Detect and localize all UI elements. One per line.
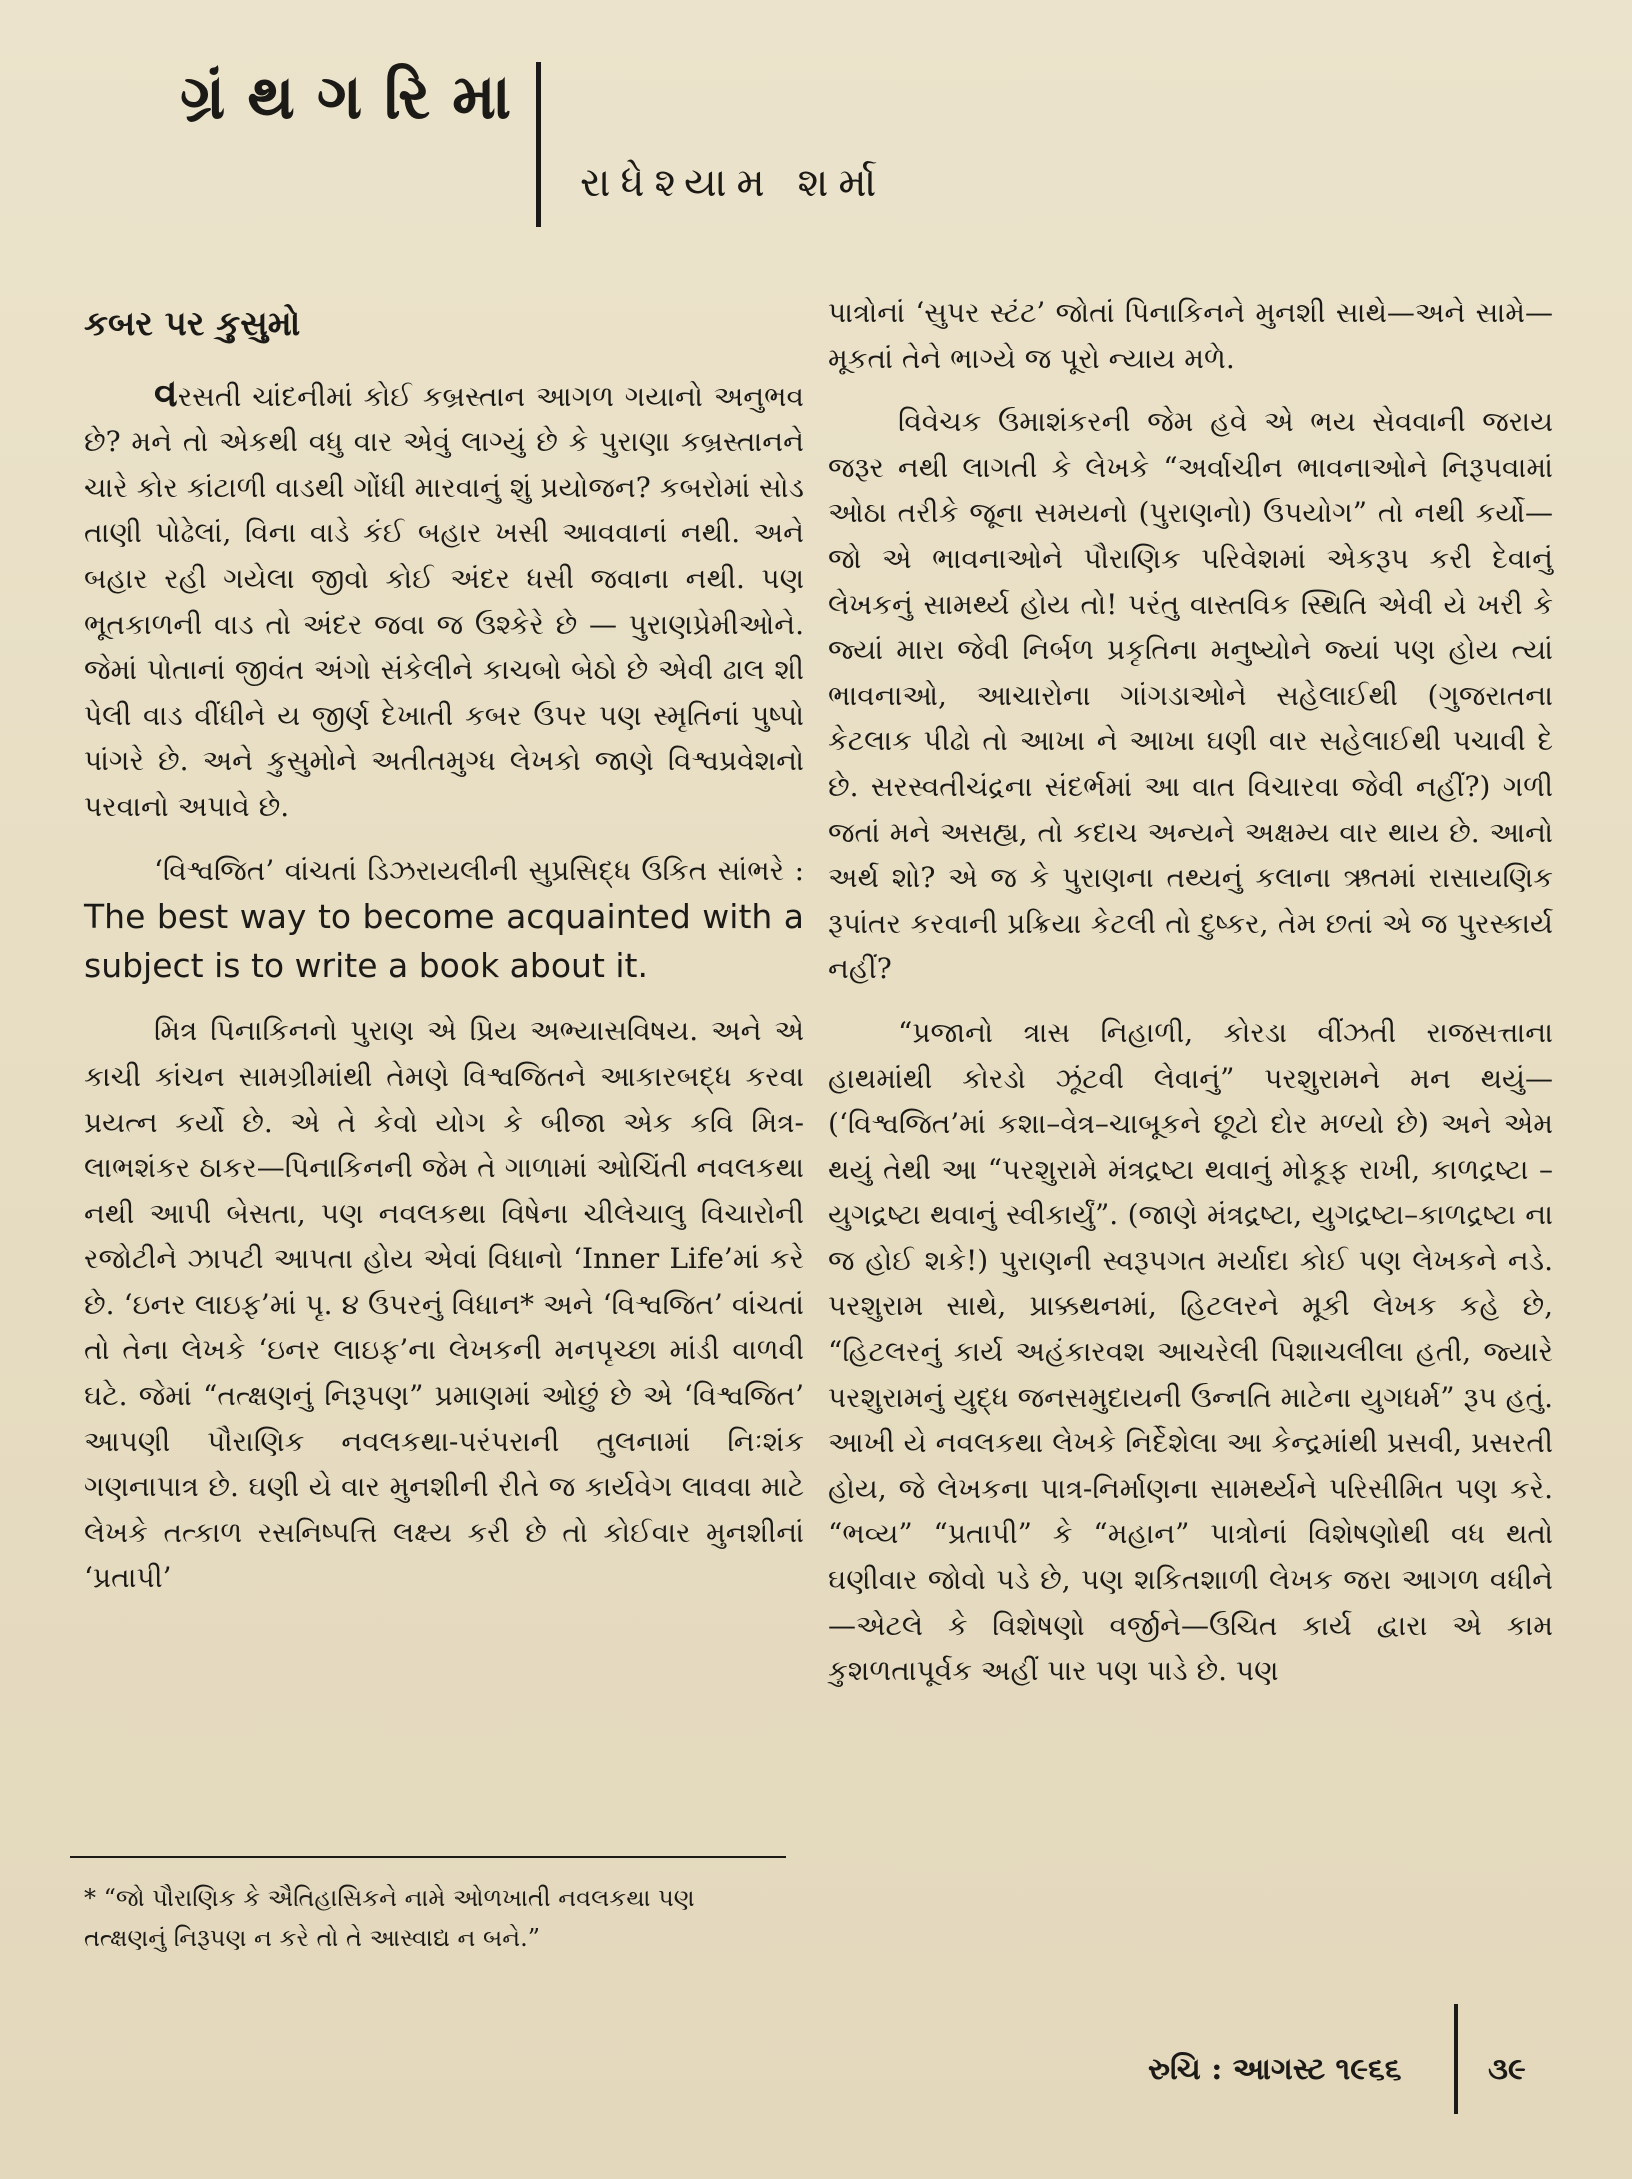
drop-letter: વ [154,369,178,415]
page-number: ૩૯ [1488,2052,1526,2087]
paragraph-text: રસતી ચાંદનીમાં કોઈ કબ્રસ્તાન આગળ ગયાનો અનુભવ છે? મને તો એકથી વધુ વાર એવું લાગ્યું છે કે પુરાણા કબ્રસ્તાનને ચારે કોર કાંટાળી વાડથી ગોંધી મારવાનું શું પ્રયોજન? કબરોમાં સોડ તાણી પોઢેલાં, વિના વાડે કંઈ બહાર ખસી આવવાનાં નથી. અને બહાર રહી ગયેલા જીવો કોઈ અંદર ધસી જવાના નથી. પણ ભૂતકાળની વાડ તો અંદર જવા જ ઉશ્કેરે છે — પુરાણપ્રેમીઓને. જેમાં પોતાનાં જીવંત અંગો સંકેલીને કાચબો બેઠો છે એવી ઢાલ શી પેલી વાડ વીંધીને ય જીર્ણ દેખાતી કબર ઉપર પણ સ્મૃતિનાં પુષ્પો પાંગરે છે. અને કુસુમોને અતીતમુગ્ધ લેખકો જાણે વિશ્વપ્રવેશનો પરવાનો અપાવે છે. [84,379,804,823]
author-name: રાધેશ્યામ શર્મા [580,160,887,206]
paragraph: વિવેચક ઉમાશંકરની જેમ હવે એ ભય સેવવાની જરાય જરૂર નથી લાગતી કે લેખકે “અર્વાચીન ભાવનાઓને નિરૂપવામાં ઓઠા તરીકે જૂના સમયનો (પુરાણનો) ઉપયોગ” તો નથી કર્યો— જો એ ભાવનાઓને પૌરાણિક પરિવેશમાં એકરૂપ કરી દેવાનું લેખકનું સામર્થ્ય હોય તો! પરંતુ વાસ્તવિક સ્થિતિ એવી યે ખરી કે જ્યાં મારા જેવી નિર્બળ પ્રકૃતિના મનુષ્યોને જ્યાં પણ હોય ત્યાં ભાવનાઓ, આચારોના ગાંગડાઓને સહેલાઈથી (ગુજરાતના કેટલાક પીઢો તો આખા ને આખા ઘણી વાર સહેલાઈથી પચાવી દે છે. સરસ્વતીચંદ્રના સંદર્ભમાં આ વાત વિચારવા જેવી નહીં?) ગળી જતાં મને અસહ્ય, તો કદાચ અન્યને અક્ષમ્ય વાર થાય છે. આનો અર્થ શો? એ જ કે પુરાણના તથ્યનું કલાના ઋતમાં રાસાયણિક રૂપાંતર કરવાની પ્રક્રિયા કેટલી તો દુષ્કર, તેમ છતાં એ જ પુરસ્કાર્ય નહીં? [828,405,1553,986]
article-heading: કબર પર કુસુમો [84,304,301,344]
paragraph: પાત્રોનાં ‘સુપર સ્ટંટ’ જોતાં પિનાકિનને મુનશી સાથે—અને સામે—મૂકતાં તેને ભાગ્યે જ પૂરો ન્યાય મળે. [828,296,1553,375]
footer-divider [1454,2004,1458,2114]
section-title: ગ્રંથગરિમા [180,60,534,133]
footer-label: રુચિ : આગસ્ટ ૧૯૬૬ [1148,2052,1402,2087]
footnote: * “જો પૌરાણિક કે ઐતિહાસિકને નામે ઓળખાતી નવલકથા પણ તત્ક્ષણનું નિરૂપણ ન કરે તો તે આસ્વાદ્ય ન બને.” [84,1884,695,1952]
header-divider [536,62,541,227]
paragraph [84,370,804,830]
english-quote: The best way to become acquainted with a subject is to write a book about it. [84,897,804,985]
right-column [828,290,1553,1712]
paragraph-text: ‘વિશ્વજિત’ વાંચતાં ડિઝરાયલીની સુપ્રસિદ્ધ ઉકિત સાંભરે : [154,853,804,887]
paragraph: “પ્રજાનો ત્રાસ નિહાળી, કોરડા વીંઝતી રાજસત્તાના હાથમાંથી કોરડો ઝૂંટવી લેવાનું” પરશુરામને મન થયું—(‘વિશ્વજિત’માં કશા–વેત્ર–ચાબૂકને છૂટો દોર મળ્યો છે) અને એમ થયું તેથી આ “પરશુરામે મંત્રદ્રષ્ટા થવાનું મોકૂફ રાખી, કાળદ્રષ્ટા – યુગદ્રષ્ટા થવાનું સ્વીકાર્યું”. (જાણે મંત્રદ્રષ્ટા, યુગદ્રષ્ટા–કાળદ્રષ્ટા ના જ હોઈ શકે!) પુરાણની સ્વરૂપગત મર્યાદા કોઈ પણ લેખકને નડે. પરશુરામ સાથે, પ્રાક્કથનમાં, હિટલરને મૂકી લેખક કહે છે, “હિટલરનું કાર્ય અહંકારવશ આચરેલી પિશાચલીલા હતી, જ્યારે પરશુરામનું યુદ્ધ જનસમુદાયની ઉન્નતિ માટેના યુગધર્મ” રૂપ હતું. આખી યે નવલકથા લેખકે નિર્દેશેલા આ કેન્દ્રમાંથી પ્રસવી, પ્રસરતી હોય, જે લેખકના પાત્ર-નિર્માણના સામર્થ્યને પરિસીમિત પણ કરે. “ભવ્ય” “પ્રતાપી” કે “મહાન” પાત્રોનાં વિશેષણોથી વધ થતો ઘણીવાર જોવો પડે છે, પણ શકિતશાળી લેખક જરા આગળ વધીને—એટલે કે વિશેષણો વર્જીને—ઉચિત કાર્ય દ્વારા એ કામ કુશળતાપૂર્વક અહીં પાર પણ પાડે છે. પણ [828,1015,1553,1688]
left-column [84,290,804,1619]
paragraph [84,848,804,991]
paragraph: મિત્ર પિનાકિનનો પુરાણ એ પ્રિય અભ્યાસવિષય. અને એ કાચી કાંચન સામગ્રીમાંથી તેમણે વિશ્વજિતને આકારબદ્ધ કરવા પ્રયત્ન કર્યો છે. એ તે કેવો યોગ કે બીજા એક કવિ મિત્ર-લાભશંકર ઠાકર—પિનાકિનની જેમ તે ગાળામાં ઓચિંતી નવલકથા નથી આપી બેસતા, પણ નવલકથા વિષેના ચીલેચાલુ વિચારોની રજોટીને ઝાપટી આપતા હોય એવાં વિધાનો ‘Inner Life’માં કરે છે. ‘ઇનર લાઇફ’માં પૃ. ૪ ઉપરનું વિધાન* અને ‘વિશ્વજિત’ વાંચતાં તો તેના લેખકે ‘ઇનર લાઇફ’ના લેખકની મનપૃચ્છા માંડી વાળવી ઘટે. જેમાં “તત્ક્ષણનું નિરૂપણ” પ્રમાણમાં ઓછું છે એ ‘વિશ્વજિત’ આપણી પૌરાણિક નવલકથા-પરંપરાની તુલનામાં નિઃશંક ગણનાપાત્ર છે. ઘણી યે વાર મુનશીની રીતે જ કાર્યવેગ લાવવા માટે લેખકે તત્કાળ રસનિષ્પત્તિ લક્ષ્ય કરી છે તો કોઈવાર મુનશીનાં ‘પ્રતાપી’ [84,1014,804,1595]
footnote-divider [70,1856,786,1858]
